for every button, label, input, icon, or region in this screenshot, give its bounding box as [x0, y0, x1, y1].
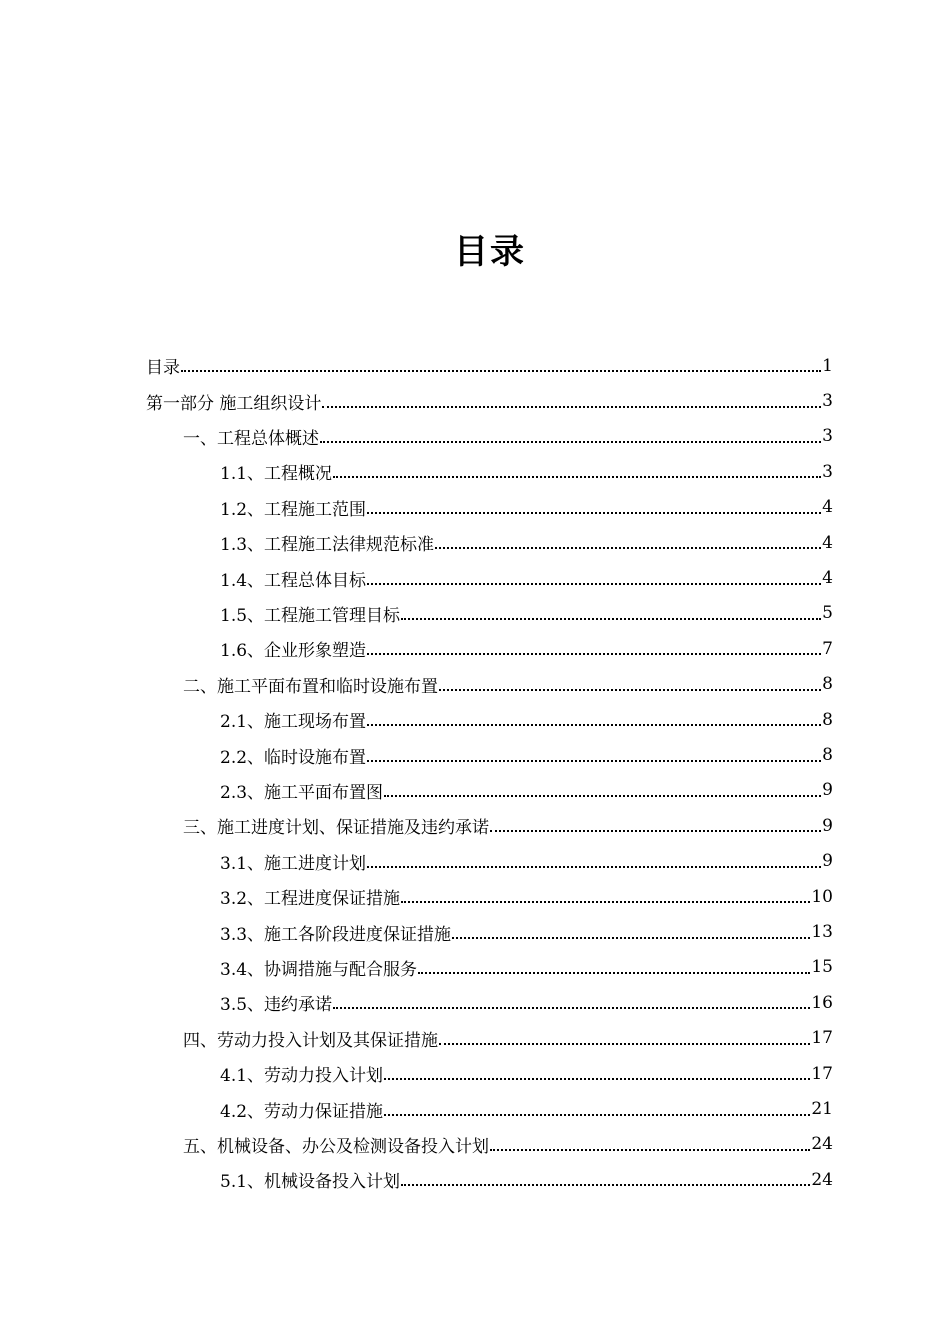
toc-entry[interactable] [220, 844, 833, 879]
toc-entry[interactable] [220, 737, 833, 772]
toc-entry-page-number: 10 [811, 886, 833, 907]
toc-dot-leader [384, 794, 821, 797]
toc-entry-page-number: 5 [822, 603, 833, 624]
toc-entry-label: 1.1、工程概况 [220, 459, 333, 484]
toc-entry-label: 二、施工平面布置和临时设施布置 [183, 672, 439, 697]
toc-entry[interactable] [220, 985, 833, 1020]
toc-dot-leader [333, 475, 821, 478]
toc-entry-label: 3.5、违约承诺 [220, 990, 333, 1015]
toc-entry[interactable] [220, 1091, 833, 1126]
toc-entry[interactable] [183, 1021, 833, 1056]
toc-entry-page-number: 9 [822, 851, 833, 872]
toc-entry[interactable] [220, 1162, 833, 1197]
toc-dot-leader [322, 405, 821, 408]
toc-entry-label: 4.1、劳动力投入计划 [220, 1061, 384, 1086]
toc-dot-leader [418, 971, 810, 974]
toc-entry-label: 4.2、劳动力保证措施 [220, 1097, 384, 1122]
toc-dot-leader [367, 759, 821, 762]
toc-entry[interactable] [220, 914, 833, 949]
toc-entry-page-number: 24 [811, 1134, 833, 1155]
toc-entry[interactable] [220, 1056, 833, 1091]
toc-entry[interactable] [220, 950, 833, 985]
toc-entry-label: 目录 [146, 353, 181, 378]
toc-entry-page-number: 15 [811, 957, 833, 978]
toc-dot-leader [439, 688, 821, 691]
toc-entry-page-number: 17 [811, 1028, 833, 1049]
toc-dot-leader [367, 582, 821, 585]
toc-entry-label: 3.1、施工进度计划 [220, 849, 367, 874]
toc-entry-label: 3.4、协调措施与配合服务 [220, 955, 418, 980]
toc-dot-leader [439, 1042, 810, 1045]
toc-entry-page-number: 3 [822, 391, 833, 412]
toc-entry-page-number: 13 [811, 922, 833, 943]
toc-entry[interactable] [220, 631, 833, 666]
toc-entry[interactable] [220, 879, 833, 914]
toc-entry[interactable] [183, 667, 833, 702]
toc-entry-label: 1.3、工程施工法律规范标准 [220, 530, 435, 555]
toc-entry[interactable] [220, 525, 833, 560]
toc-entry-label: 3.3、施工各阶段进度保证措施 [220, 920, 452, 945]
toc-entry-page-number: 17 [811, 1063, 833, 1084]
toc-entry-label: 第一部分 施工组织设计 [146, 389, 322, 414]
toc-entry-page-number: 3 [822, 426, 833, 447]
page-title: 目录 [454, 232, 526, 272]
toc-entry-label: 1.2、工程施工范围 [220, 495, 367, 520]
toc-entry[interactable] [220, 702, 833, 737]
toc-entry[interactable] [146, 383, 833, 418]
toc-entry-page-number: 8 [822, 674, 833, 695]
toc-entry-page-number: 9 [822, 780, 833, 801]
toc-entry-page-number: 16 [811, 992, 833, 1013]
toc-entry-label: 1.5、工程施工管理目标 [220, 601, 401, 626]
toc-dot-leader [401, 1183, 810, 1186]
toc-dot-leader [401, 617, 821, 620]
toc-entry[interactable] [220, 490, 833, 525]
toc-entry-label: 5.1、机械设备投入计划 [220, 1167, 401, 1192]
toc-entry[interactable] [146, 348, 833, 383]
toc-dot-leader [320, 440, 821, 443]
toc-entry-label: 2.2、临时设施布置 [220, 743, 367, 768]
toc-dot-leader [333, 1006, 810, 1009]
toc-dot-leader [367, 652, 821, 655]
toc-entry-page-number: 8 [822, 745, 833, 766]
toc-entry[interactable] [183, 808, 833, 843]
toc-entry[interactable] [183, 1127, 833, 1162]
toc-entry-page-number: 8 [822, 709, 833, 730]
toc-entry[interactable] [220, 454, 833, 489]
toc-dot-leader [401, 900, 810, 903]
toc-entry-label: 三、施工进度计划、保证措施及违约承诺 [183, 813, 490, 838]
toc-dot-leader [367, 511, 821, 514]
toc-dot-leader [384, 1113, 810, 1116]
toc-entry-page-number: 7 [822, 638, 833, 659]
toc-dot-leader [490, 1148, 810, 1151]
toc-entry-label: 一、工程总体概述 [183, 424, 320, 449]
toc-entry-page-number: 21 [811, 1099, 833, 1120]
toc-entry-page-number: 3 [822, 461, 833, 482]
toc-dot-leader [384, 1077, 810, 1080]
toc-dot-leader [367, 865, 821, 868]
toc-dot-leader [367, 723, 821, 726]
toc-entry-page-number: 9 [822, 815, 833, 836]
toc-entry[interactable] [220, 596, 833, 631]
toc-dot-leader [181, 369, 821, 372]
toc-entry-label: 五、机械设备、办公及检测设备投入计划 [183, 1132, 490, 1157]
toc-entry[interactable] [220, 773, 833, 808]
toc-entry-page-number: 4 [822, 532, 833, 553]
toc-entry-label: 2.3、施工平面布置图 [220, 778, 384, 803]
toc-entry-page-number: 4 [822, 497, 833, 518]
toc-entry-label: 3.2、工程进度保证措施 [220, 884, 401, 909]
toc-entry[interactable] [183, 419, 833, 454]
toc-entry-page-number: 24 [811, 1169, 833, 1190]
toc-entry-label: 1.4、工程总体目标 [220, 566, 367, 591]
toc-dot-leader [435, 546, 821, 549]
toc-entry[interactable] [220, 560, 833, 595]
toc-dot-leader [452, 936, 810, 939]
toc-entry-page-number: 1 [822, 355, 833, 376]
toc-dot-leader [490, 829, 821, 832]
toc-entry-page-number: 4 [822, 568, 833, 589]
toc-entry-label: 2.1、施工现场布置 [220, 707, 367, 732]
toc-entry-label: 1.6、企业形象塑造 [220, 636, 367, 661]
toc-entry-label: 四、劳动力投入计划及其保证措施 [183, 1026, 439, 1051]
